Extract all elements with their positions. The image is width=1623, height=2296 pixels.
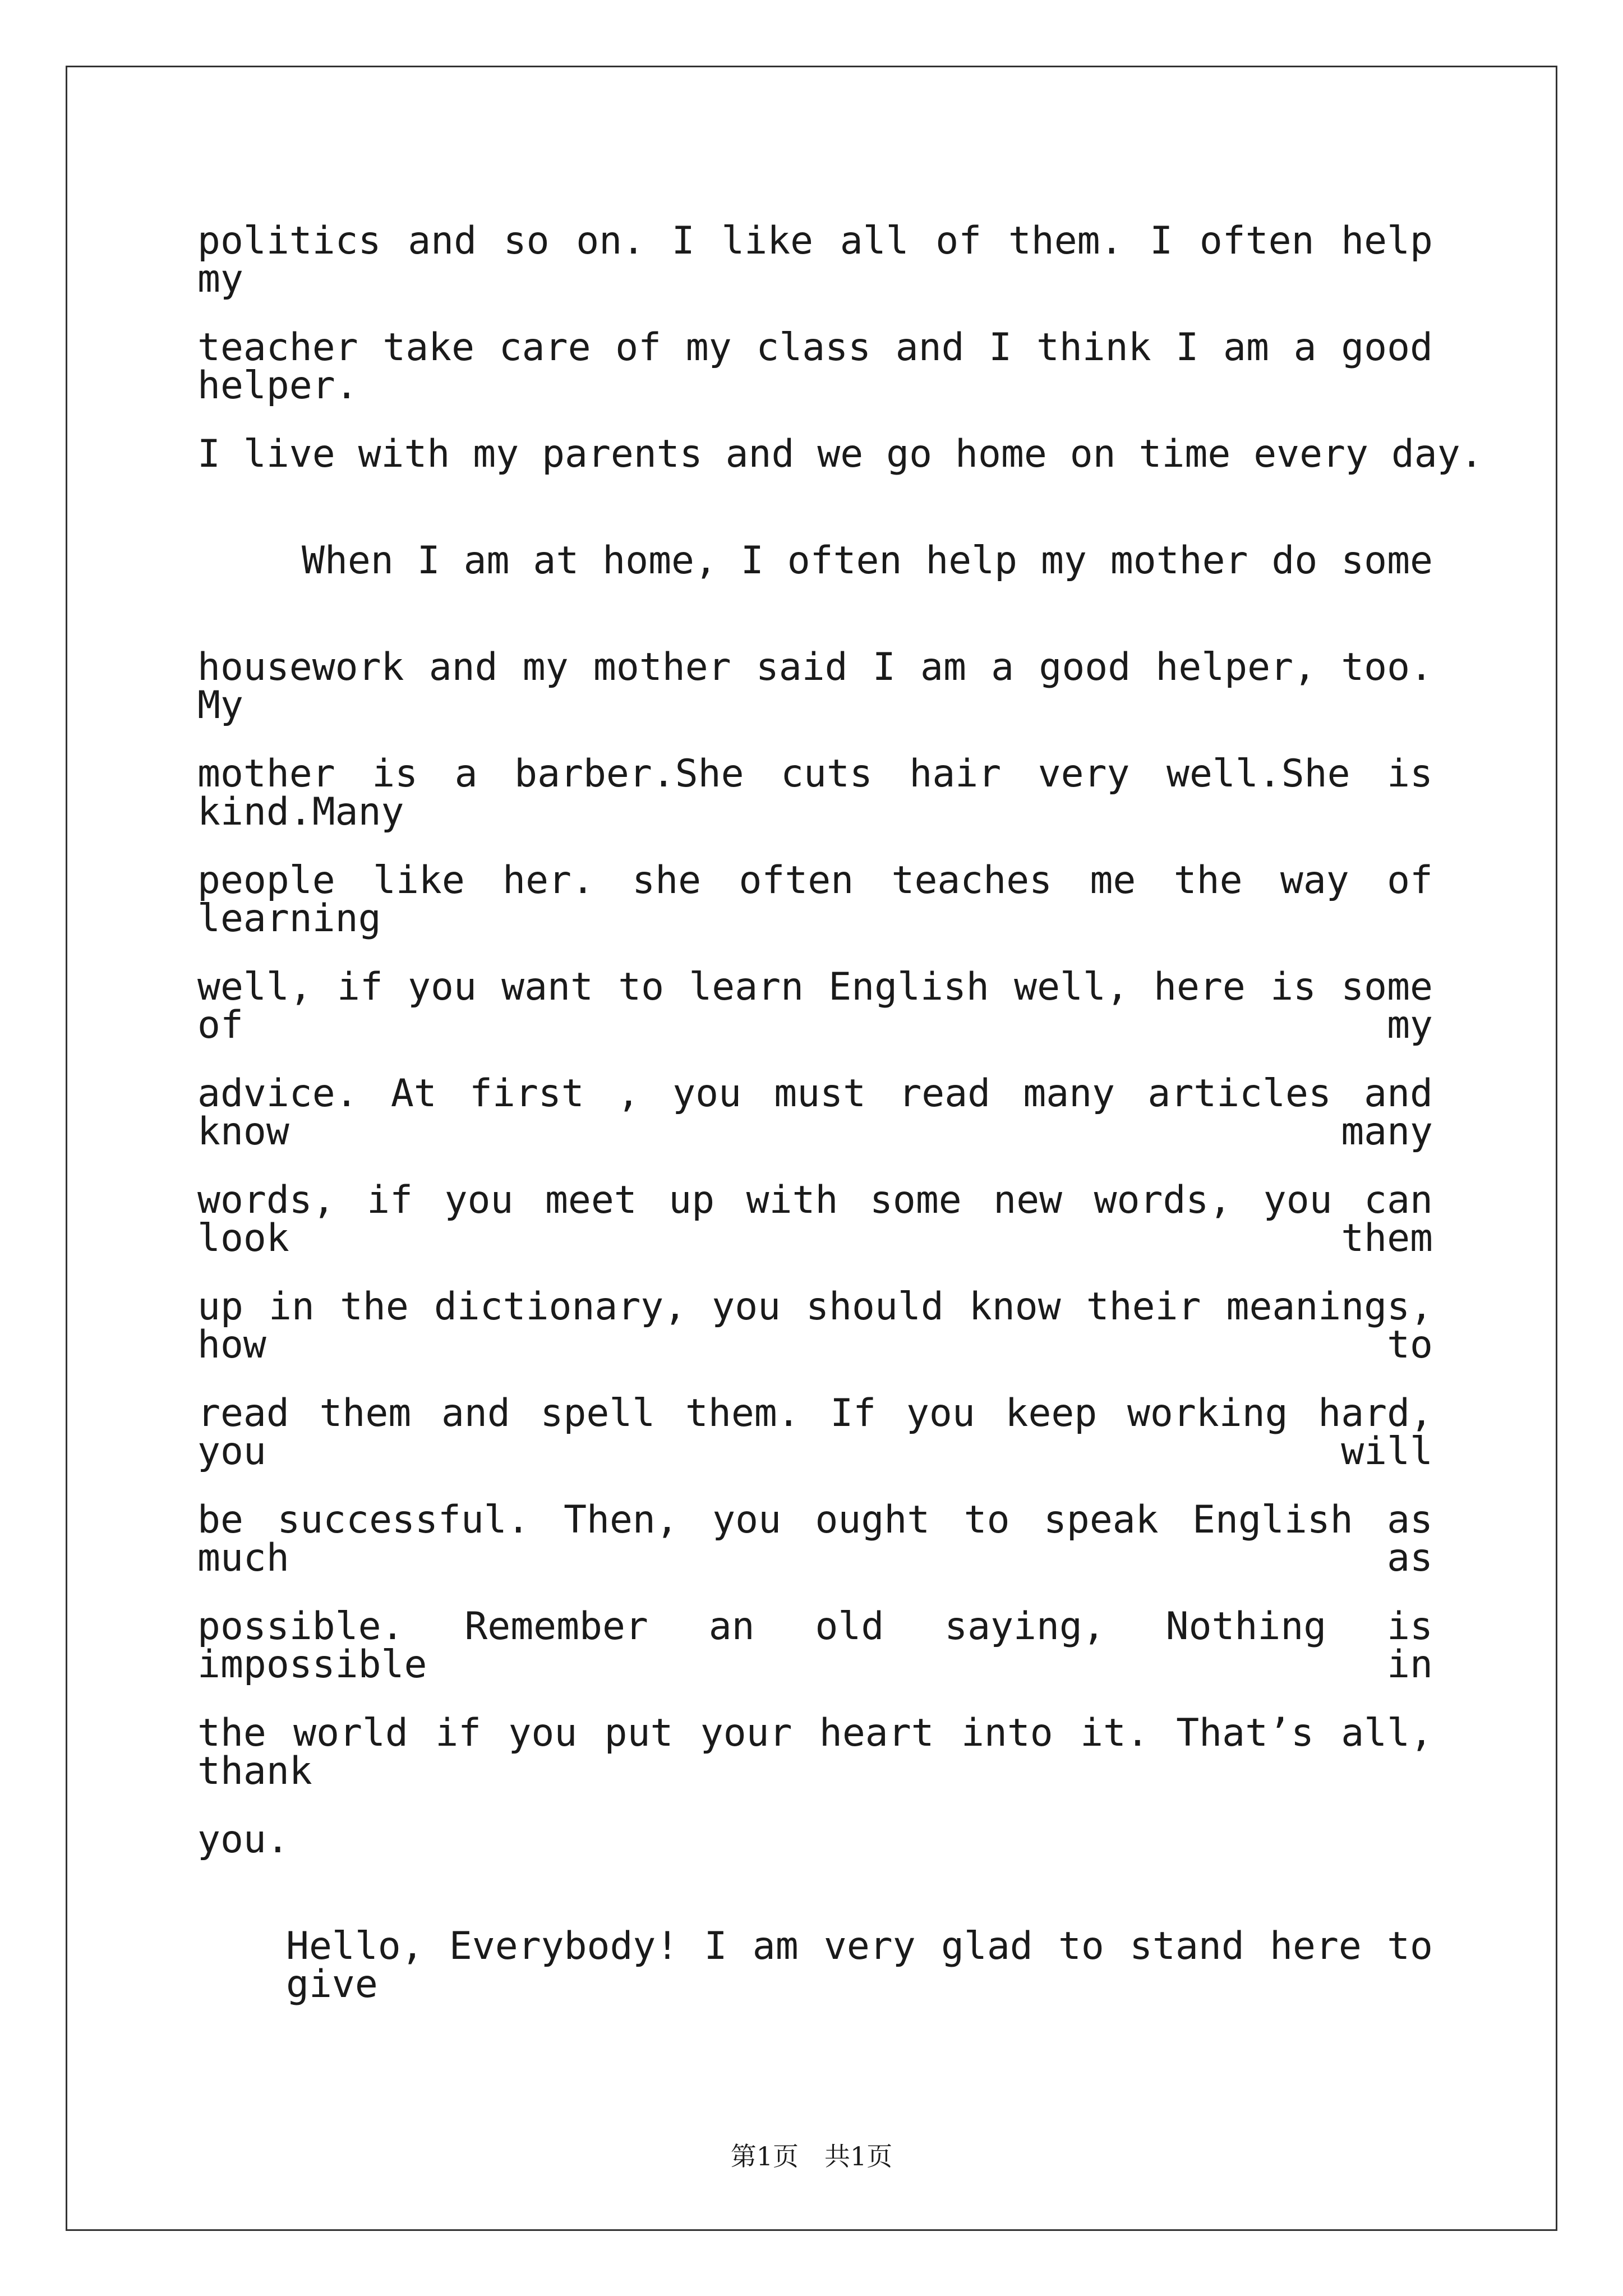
document-body [197,219,1483,2034]
page-number-footer: 第1页 共1页 [730,2141,893,2171]
text-line: read them and spell them. If you keep working hard, you will [197,1391,1433,1474]
text-line: When I am at home, I often help my mother do some [302,539,1433,583]
text-line: I live with my parents and we go home on time every day. [197,432,1483,476]
text-line: advice. At first , you must read many articles and know many [197,1071,1433,1154]
text-line: be successful. Then, you ought to speak English as much as [197,1498,1433,1580]
text-line: up in the dictionary, you should know their meanings, how to [197,1285,1433,1367]
text-line: possible. Remember an old saying, Nothing is impossible in [197,1604,1433,1687]
text-line: mother is a barber.She cuts hair very well.She is kind.Many [197,752,1433,834]
text-line: the world if you put your heart into it. That’s all, thank [197,1711,1433,1793]
text-line: Hello, Everybody! I am very glad to stand here to give [286,1924,1433,2007]
text-line: words, if you meet up with some new words, you can look them [197,1178,1433,1260]
text-line: people like her. she often teaches me the way of learning [197,858,1433,941]
text-line: you. [197,1818,289,1862]
text-line: housework and my mother said I am a good helper, too. My [197,645,1433,728]
text-line: well, if you want to learn English well, here is some of my [197,965,1433,1047]
text-line: teacher take care of my class and I think I am a good helper. [197,325,1433,408]
text-line: politics and so on. I like all of them. I often help my [197,219,1433,301]
